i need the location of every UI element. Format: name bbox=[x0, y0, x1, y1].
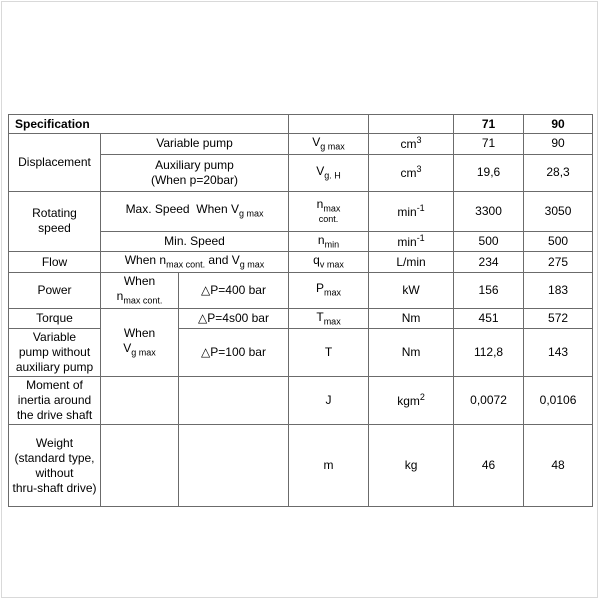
unit-base: kgm bbox=[397, 394, 420, 409]
cond-variable-pump: Variable pump bbox=[101, 134, 289, 155]
symbol-base: V bbox=[312, 135, 321, 149]
cond-flow bbox=[101, 252, 289, 273]
symbol-j: J bbox=[289, 377, 369, 425]
label-line2: inertia around bbox=[17, 393, 92, 408]
symbol-sub: max bbox=[323, 203, 341, 214]
unit-min-inverse bbox=[369, 231, 454, 252]
cond-torque-when bbox=[101, 308, 179, 377]
label-line2: pump without bbox=[18, 345, 91, 360]
cond-weight-empty2 bbox=[179, 425, 289, 507]
symbol-base: n bbox=[317, 232, 325, 247]
unit-sup: -1 bbox=[416, 202, 425, 213]
label-variable-pump bbox=[9, 329, 101, 377]
cond-when-line2 bbox=[104, 289, 175, 307]
symbol-line2-cont: cont. bbox=[318, 214, 339, 225]
value-t-71: 112,8 bbox=[454, 329, 524, 377]
symbol-t: T bbox=[289, 329, 369, 377]
label-line1: Moment of bbox=[26, 378, 83, 393]
symbol-nmax-cont bbox=[289, 191, 369, 231]
symbol-base: n bbox=[316, 197, 324, 212]
label-weight bbox=[9, 425, 101, 507]
header-model-90: 90 bbox=[524, 115, 593, 134]
label-displacement: Displacement bbox=[9, 134, 101, 192]
unit-base: cm bbox=[400, 166, 417, 181]
row-inertia bbox=[9, 377, 593, 425]
row-rotating-max bbox=[9, 191, 593, 231]
unit-base: min bbox=[397, 204, 417, 219]
unit-sup: 2 bbox=[419, 392, 425, 403]
cond-power-when bbox=[101, 272, 179, 308]
label-torque: Torque bbox=[9, 308, 101, 329]
label-inertia bbox=[9, 377, 101, 425]
cond-auxiliary-line2: (When p=20bar) bbox=[150, 172, 239, 187]
value-nmax-90: 3050 bbox=[524, 191, 593, 231]
cond-when-line1: When bbox=[123, 326, 156, 341]
symbol-base: q bbox=[313, 253, 320, 268]
header-symbol-empty-cell bbox=[289, 115, 369, 134]
value-vgh-90: 28,3 bbox=[524, 154, 593, 191]
symbol-tmax bbox=[289, 308, 369, 329]
label-line1: Variable bbox=[32, 330, 77, 345]
symbol-nmin bbox=[289, 231, 369, 252]
cond-sub: g max bbox=[239, 259, 265, 270]
unit-nm: Nm bbox=[369, 329, 454, 377]
value-weight-90: 48 bbox=[524, 425, 593, 507]
cond-when-line1: When bbox=[123, 273, 156, 288]
header-model-71: 71 bbox=[454, 115, 524, 134]
unit-cm3 bbox=[369, 154, 454, 191]
unit-nm: Nm bbox=[369, 308, 454, 329]
value-torque-71: 451 bbox=[454, 308, 524, 329]
value-j-71: 0,0072 bbox=[454, 377, 524, 425]
cond-auxiliary-pump bbox=[101, 154, 289, 191]
cond-power-dp400: △P=400 bar bbox=[179, 272, 289, 308]
unit-min-inverse bbox=[369, 191, 454, 231]
value-nmax-71: 3300 bbox=[454, 191, 524, 231]
cond-sub: g max bbox=[238, 208, 264, 219]
symbol-pmax bbox=[289, 272, 369, 308]
symbol-base: V bbox=[316, 163, 325, 178]
value-nmin-71: 500 bbox=[454, 231, 524, 252]
cond-torque-dp: △P=4s00 bar bbox=[179, 308, 289, 329]
label-line1: Weight bbox=[35, 435, 74, 450]
header-row bbox=[9, 115, 593, 134]
unit-kg: kg bbox=[369, 425, 454, 507]
header-specification-label: Specification bbox=[9, 115, 289, 134]
cond-min-speed: Min. Speed bbox=[101, 231, 289, 252]
unit-lmin: L/min bbox=[369, 252, 454, 273]
value-vgh-71: 19,6 bbox=[454, 154, 524, 191]
value-power-71: 156 bbox=[454, 272, 524, 308]
unit-kw: kW bbox=[369, 272, 454, 308]
symbol-m: m bbox=[289, 425, 369, 507]
symbol-base: P bbox=[316, 281, 325, 296]
row-flow bbox=[9, 252, 593, 273]
cond-base: n bbox=[116, 288, 124, 303]
cond-inertia-empty1 bbox=[101, 377, 179, 425]
label-line3: auxiliary pump bbox=[15, 360, 94, 375]
value-vgmax-90: 90 bbox=[524, 134, 593, 155]
unit-base: cm bbox=[400, 137, 417, 152]
value-vgmax-71: 71 bbox=[454, 134, 524, 155]
cond-base: V bbox=[123, 341, 132, 356]
value-flow-90: 275 bbox=[524, 252, 593, 273]
label-rotating-line1: Rotating bbox=[32, 206, 77, 221]
cond-auxiliary-line1: Auxiliary pump bbox=[155, 157, 234, 172]
cond-when-line2 bbox=[104, 341, 175, 359]
symbol-sub: min bbox=[324, 239, 340, 250]
value-t-90: 143 bbox=[524, 329, 593, 377]
row-torque bbox=[9, 308, 593, 329]
symbol-sub: max bbox=[324, 287, 342, 298]
symbol-sub: g max bbox=[320, 141, 345, 152]
cond-text: When n bbox=[124, 253, 167, 268]
header-unit-empty-cell bbox=[369, 115, 454, 134]
cond-variable-dp100: △P=100 bar bbox=[179, 329, 289, 377]
label-line2: (standard type, bbox=[14, 450, 95, 465]
label-line3: without bbox=[35, 465, 74, 480]
cond-sub: max cont. bbox=[166, 259, 206, 270]
unit-sup: 3 bbox=[416, 135, 422, 146]
value-power-90: 183 bbox=[524, 272, 593, 308]
unit-sup: -1 bbox=[416, 232, 425, 243]
label-flow: Flow bbox=[9, 252, 101, 273]
symbol-qvmax bbox=[289, 252, 369, 273]
unit-sup: 3 bbox=[416, 164, 422, 175]
symbol-sub: v max bbox=[319, 259, 344, 270]
symbol-vg-h bbox=[289, 154, 369, 191]
unit-cm3 bbox=[369, 134, 454, 155]
label-line4: thru-shaft drive) bbox=[12, 480, 97, 495]
value-nmin-90: 500 bbox=[524, 231, 593, 252]
unit-kgm2 bbox=[369, 377, 454, 425]
value-torque-90: 572 bbox=[524, 308, 593, 329]
cond-text: Max. Speed When V bbox=[125, 202, 239, 217]
unit-base: min bbox=[397, 234, 417, 249]
label-rotating-speed bbox=[9, 191, 101, 252]
cond-text: and V bbox=[205, 253, 240, 268]
cond-sub: g max bbox=[131, 347, 156, 358]
cond-sub: max cont. bbox=[123, 295, 163, 306]
label-line3: the drive shaft bbox=[16, 408, 93, 423]
label-power: Power bbox=[9, 272, 101, 308]
symbol-base: T bbox=[316, 309, 324, 324]
symbol-sub: max bbox=[323, 315, 341, 326]
cond-inertia-empty2 bbox=[179, 377, 289, 425]
symbol-vg-max bbox=[289, 134, 369, 155]
symbol-sub: g. H bbox=[324, 170, 341, 181]
value-weight-71: 46 bbox=[454, 425, 524, 507]
row-power bbox=[9, 272, 593, 308]
symbol-line1 bbox=[292, 197, 365, 215]
row-variable-pump bbox=[9, 329, 593, 377]
row-weight bbox=[9, 425, 593, 507]
value-flow-71: 234 bbox=[454, 252, 524, 273]
cond-weight-empty1 bbox=[101, 425, 179, 507]
specification-table bbox=[8, 114, 593, 507]
cond-max-speed bbox=[101, 191, 289, 231]
label-rotating-line2: speed bbox=[38, 221, 71, 236]
row-displacement-variable bbox=[9, 134, 593, 155]
value-j-90: 0,0106 bbox=[524, 377, 593, 425]
